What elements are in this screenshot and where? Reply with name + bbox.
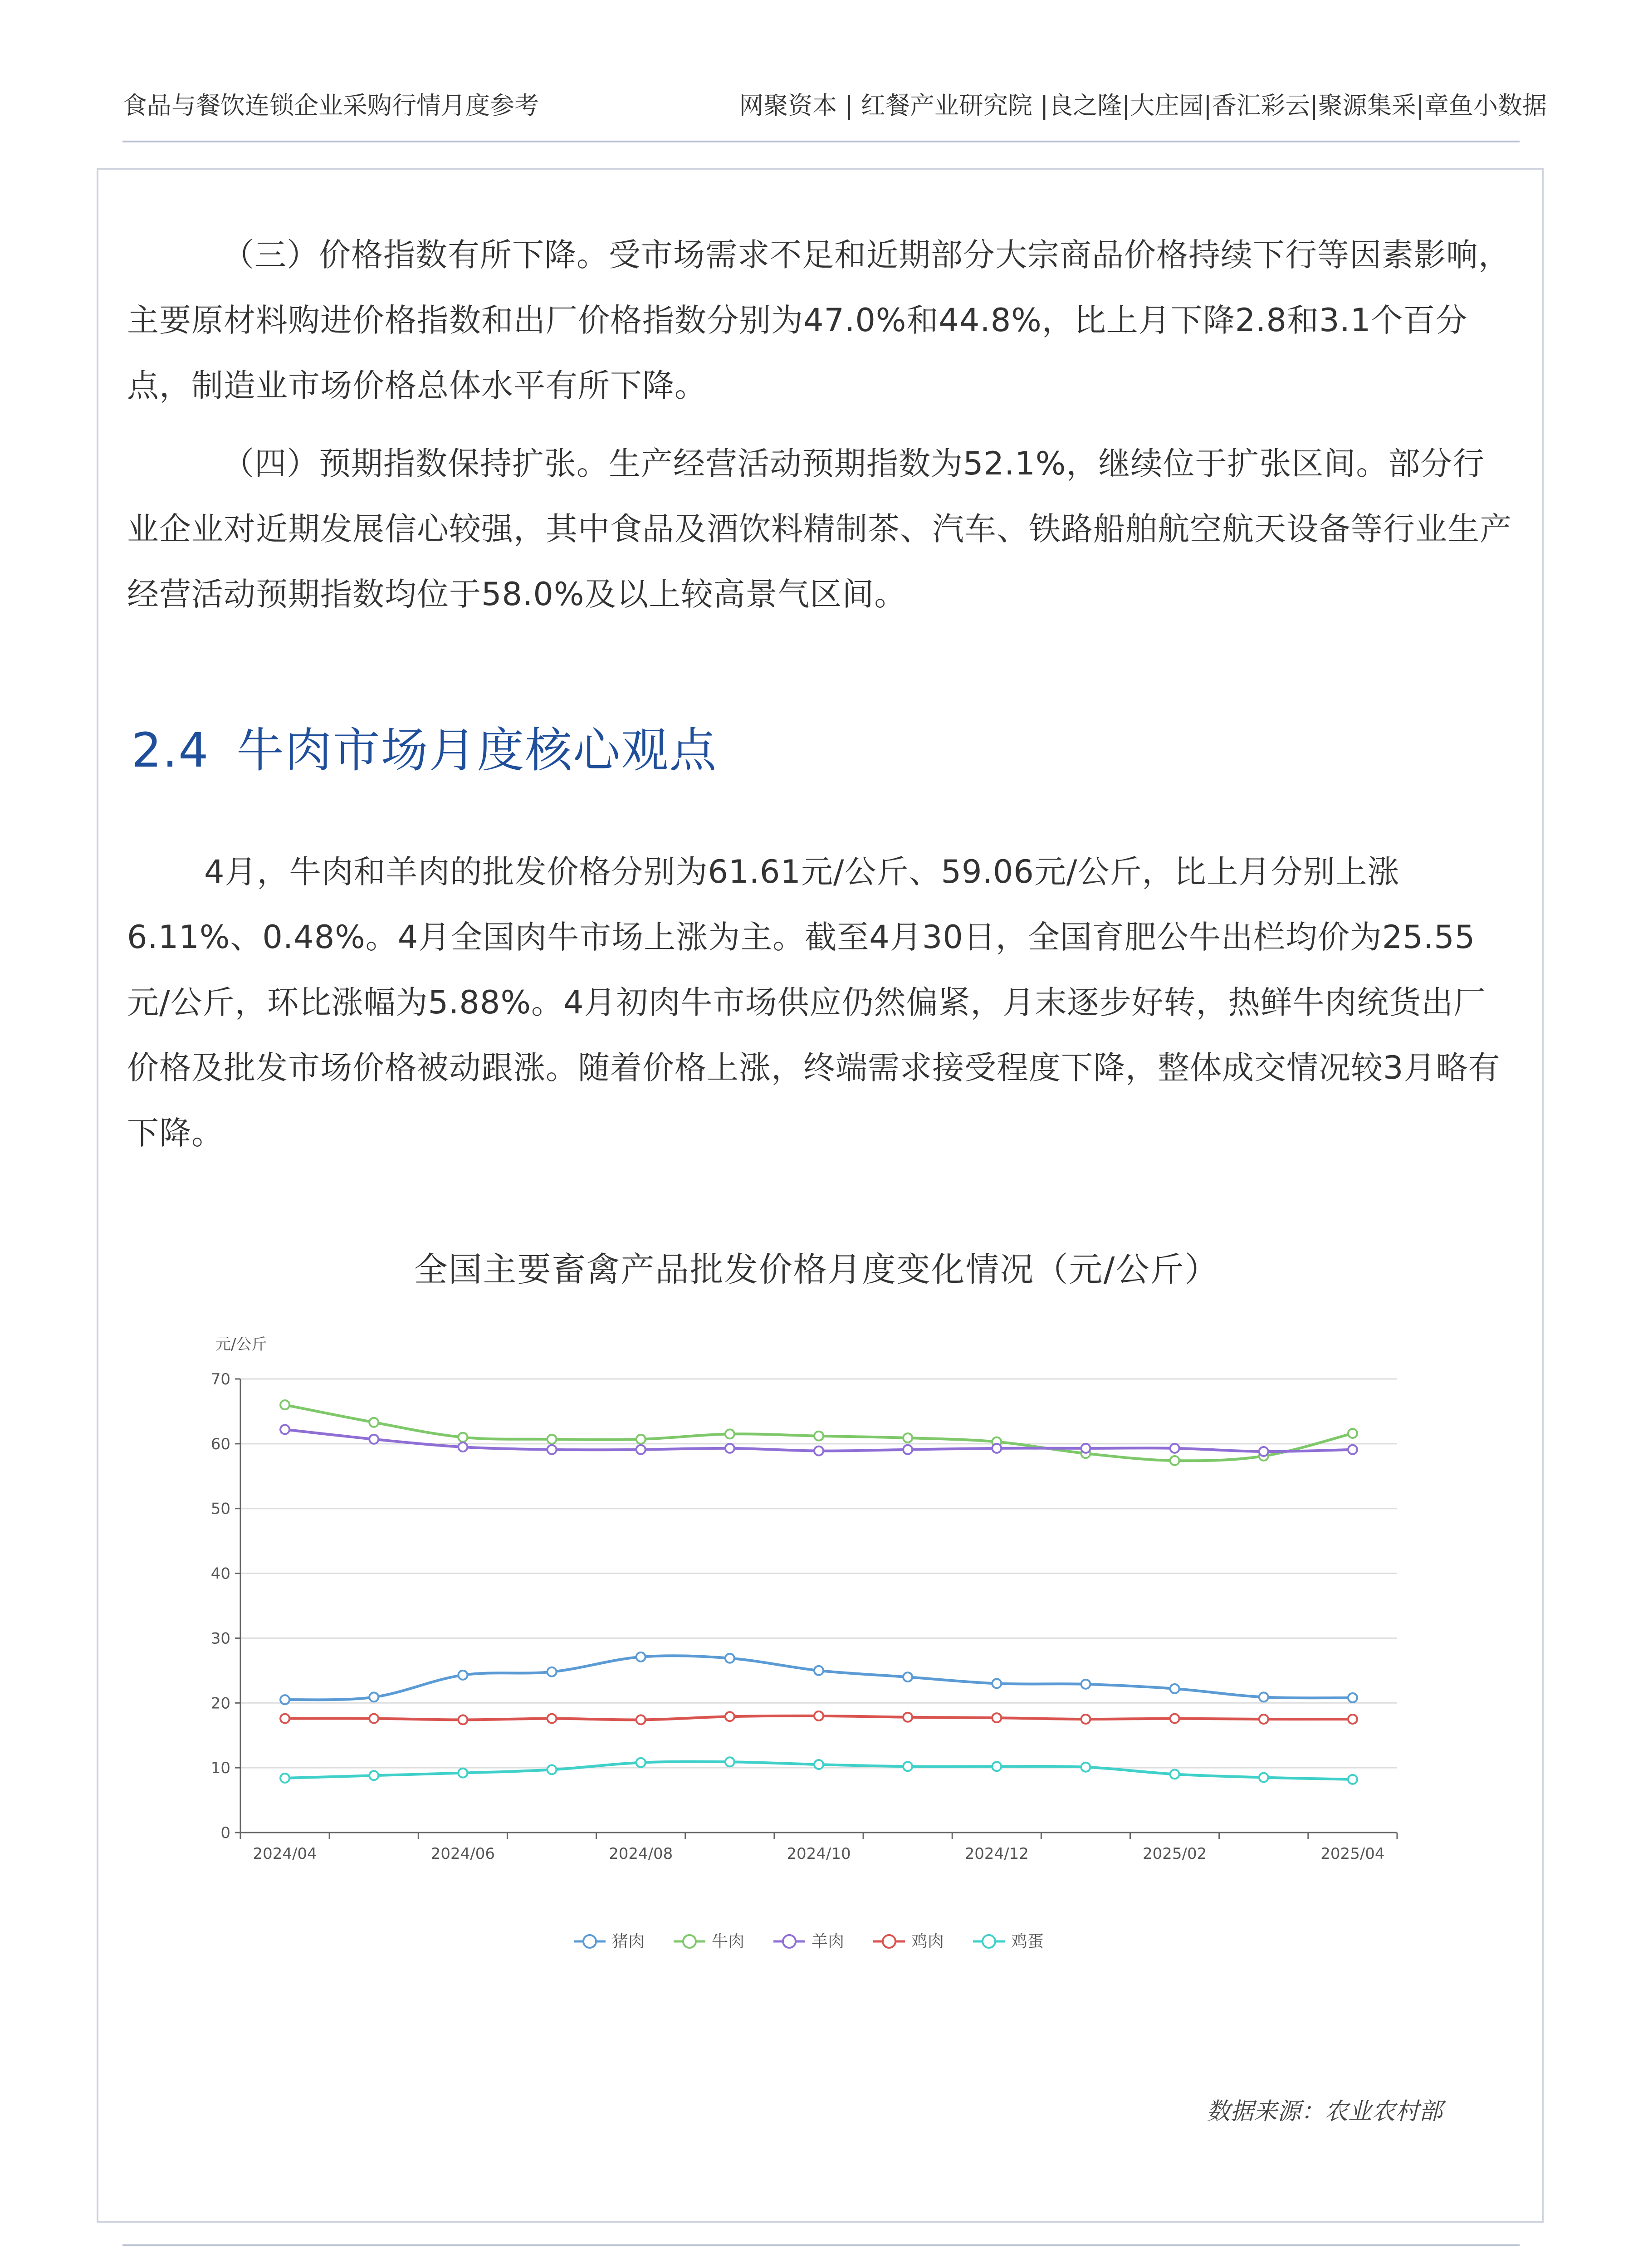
- y-axis-label: 元/公斤: [215, 1335, 267, 1354]
- line-chart: [172, 1315, 1442, 1987]
- data-point: [280, 1425, 289, 1434]
- data-point: [814, 1666, 823, 1675]
- legend[interactable]: [574, 1932, 1044, 1951]
- data-point: [992, 1713, 1001, 1722]
- series-line: [285, 1656, 1353, 1700]
- data-point: [1348, 1429, 1357, 1438]
- data-point: [992, 1444, 1001, 1453]
- y-tick-label: 30: [210, 1629, 230, 1648]
- data-point: [814, 1711, 823, 1721]
- data-point: [1170, 1714, 1179, 1723]
- data-point: [548, 1765, 557, 1774]
- data-point: [903, 1762, 912, 1771]
- y-tick-label: 40: [210, 1564, 230, 1583]
- data-point: [548, 1714, 557, 1723]
- legend-swatch-marker: [983, 1935, 995, 1948]
- legend-swatch-marker: [683, 1935, 696, 1948]
- data-point: [1348, 1693, 1357, 1702]
- data-point: [725, 1757, 734, 1766]
- data-point: [548, 1445, 557, 1454]
- data-point: [636, 1715, 645, 1724]
- chart-title: 全国主要畜禽产品批发价格月度变化情况（元/公斤）: [414, 1250, 1219, 1289]
- legend-item-3[interactable]: [873, 1932, 944, 1951]
- legend-label: 羊肉: [812, 1932, 845, 1951]
- data-point: [369, 1714, 378, 1723]
- series-group: [280, 1400, 1357, 1784]
- y-tick-label: 0: [220, 1824, 230, 1842]
- legend-item-0[interactable]: [574, 1932, 645, 1951]
- data-point: [903, 1445, 912, 1454]
- data-point: [458, 1433, 467, 1442]
- legend-label: 牛肉: [712, 1932, 745, 1951]
- data-point: [1170, 1769, 1179, 1779]
- data-point: [725, 1654, 734, 1663]
- data-point: [369, 1771, 378, 1780]
- x-tick-label: 2024/10: [787, 1845, 851, 1863]
- paragraph-price-index: （三）价格指数有所下降。受市场需求不足和近期部分大宗商品价格持续下行等因素影响，主要原材料购进价格指数和出厂价格指数分别为47.0%和44.8%，比上月下降2.8和3.1个百分点，制造业市场价格总体水平有所下降。: [127, 236, 1511, 404]
- page-header: [122, 86, 1547, 136]
- legend-swatch-marker: [883, 1935, 895, 1948]
- data-point: [814, 1760, 823, 1769]
- x-tick-label: 2024/04: [253, 1845, 317, 1863]
- data-point: [814, 1447, 823, 1456]
- data-point: [1170, 1456, 1179, 1465]
- legend-item-4[interactable]: [973, 1932, 1044, 1951]
- legend-label: 鸡肉: [911, 1932, 944, 1951]
- data-point: [814, 1432, 823, 1441]
- data-point: [369, 1418, 378, 1427]
- data-point: [1081, 1715, 1090, 1724]
- legend-item-2[interactable]: [773, 1932, 844, 1951]
- data-point: [636, 1758, 645, 1767]
- data-point: [1081, 1680, 1090, 1689]
- data-point: [548, 1667, 557, 1677]
- data-point: [636, 1652, 645, 1662]
- paragraph-beef-market: 4月，牛肉和羊肉的批发价格分别为61.61元/公斤、59.06元/公斤，比上月分别上涨6.11%、0.48%。4月全国肉牛市场上涨为主。截至4月30日，全国育肥公牛出栏均价为25.55元/公斤，环比涨幅为5.88%。4月初肉牛市场供应仍然偏紧，月末逐步好转，热鲜牛肉统货出厂价格及批发市场价格被动跟涨。随着价格上涨，终端需求接受程度下降，整体成交情况较3月略有下降。: [127, 853, 1501, 1152]
- series-0: [280, 1652, 1357, 1704]
- x-tick-label: 2025/04: [1320, 1845, 1385, 1863]
- y-tick-label: 20: [210, 1694, 230, 1713]
- data-point: [725, 1712, 734, 1721]
- footer-divider: [122, 2244, 1520, 2246]
- data-point: [992, 1679, 1001, 1688]
- data-point: [458, 1671, 467, 1680]
- y-tick-label: 10: [210, 1759, 230, 1778]
- data-point: [1081, 1763, 1090, 1772]
- data-point: [1348, 1775, 1357, 1784]
- x-tick-label: 2025/02: [1142, 1845, 1207, 1863]
- y-tick-label: 70: [210, 1370, 230, 1388]
- series-3: [280, 1711, 1357, 1725]
- data-point: [725, 1429, 734, 1438]
- legend-label: 鸡蛋: [1011, 1932, 1044, 1951]
- data-point: [548, 1435, 557, 1444]
- y-tick-label: 60: [210, 1435, 230, 1453]
- data-point: [903, 1672, 912, 1681]
- data-point: [1170, 1684, 1179, 1693]
- legend-label: 猪肉: [612, 1932, 645, 1951]
- data-point: [280, 1774, 289, 1783]
- data-point: [1348, 1445, 1357, 1454]
- x-tick-label: 2024/08: [609, 1845, 673, 1863]
- data-source-note: 数据来源：农业农村部: [1206, 2098, 1442, 2125]
- data-point: [1170, 1444, 1179, 1453]
- data-point: [280, 1400, 289, 1409]
- data-point: [458, 1715, 467, 1724]
- series-4: [280, 1757, 1357, 1784]
- paragraph-expectation-index: （四）预期指数保持扩张。生产经营活动预期指数为52.1%，继续位于扩张区间。部分行业企业对近期发展信心较强，其中食品及酒饮料精制茶、汽车、铁路船舶航空航天设备等行业生产经营活动预期指数均位于58.0%及以上较高景气区间。: [127, 445, 1512, 613]
- legend-item-1[interactable]: [674, 1932, 744, 1951]
- data-point: [458, 1769, 467, 1778]
- section-heading: [132, 712, 717, 780]
- data-point: [280, 1695, 289, 1704]
- data-point: [369, 1435, 378, 1444]
- data-point: [280, 1714, 289, 1723]
- data-point: [1259, 1715, 1268, 1724]
- data-point: [992, 1762, 1001, 1771]
- x-tick-label: 2024/12: [964, 1845, 1029, 1863]
- publisher-list-header: 网聚资本 | 红餐产业研究院 |良之隆|大庄园|香汇彩云|聚源集采|章鱼小数据: [739, 91, 1547, 120]
- report-title-header: 食品与餐饮连锁企业采购行情月度参考: [122, 91, 539, 120]
- data-point: [1259, 1773, 1268, 1782]
- data-point: [903, 1433, 912, 1442]
- y-tick-label: 50: [210, 1500, 230, 1518]
- legend-swatch-marker: [583, 1935, 596, 1948]
- section-title: 牛肉市场月度核心观点: [236, 723, 718, 778]
- data-point: [1259, 1692, 1268, 1701]
- data-point: [636, 1445, 645, 1454]
- data-point: [1259, 1447, 1268, 1456]
- section-number: 2.4: [132, 723, 210, 778]
- data-point: [458, 1442, 467, 1452]
- x-tick-label: 2024/06: [430, 1845, 495, 1863]
- header-divider: [122, 141, 1520, 142]
- legend-swatch-marker: [783, 1935, 796, 1948]
- data-point: [1081, 1444, 1090, 1453]
- data-point: [725, 1444, 734, 1453]
- data-point: [636, 1435, 645, 1444]
- data-point: [903, 1713, 912, 1722]
- data-point: [369, 1692, 378, 1701]
- data-point: [1348, 1715, 1357, 1724]
